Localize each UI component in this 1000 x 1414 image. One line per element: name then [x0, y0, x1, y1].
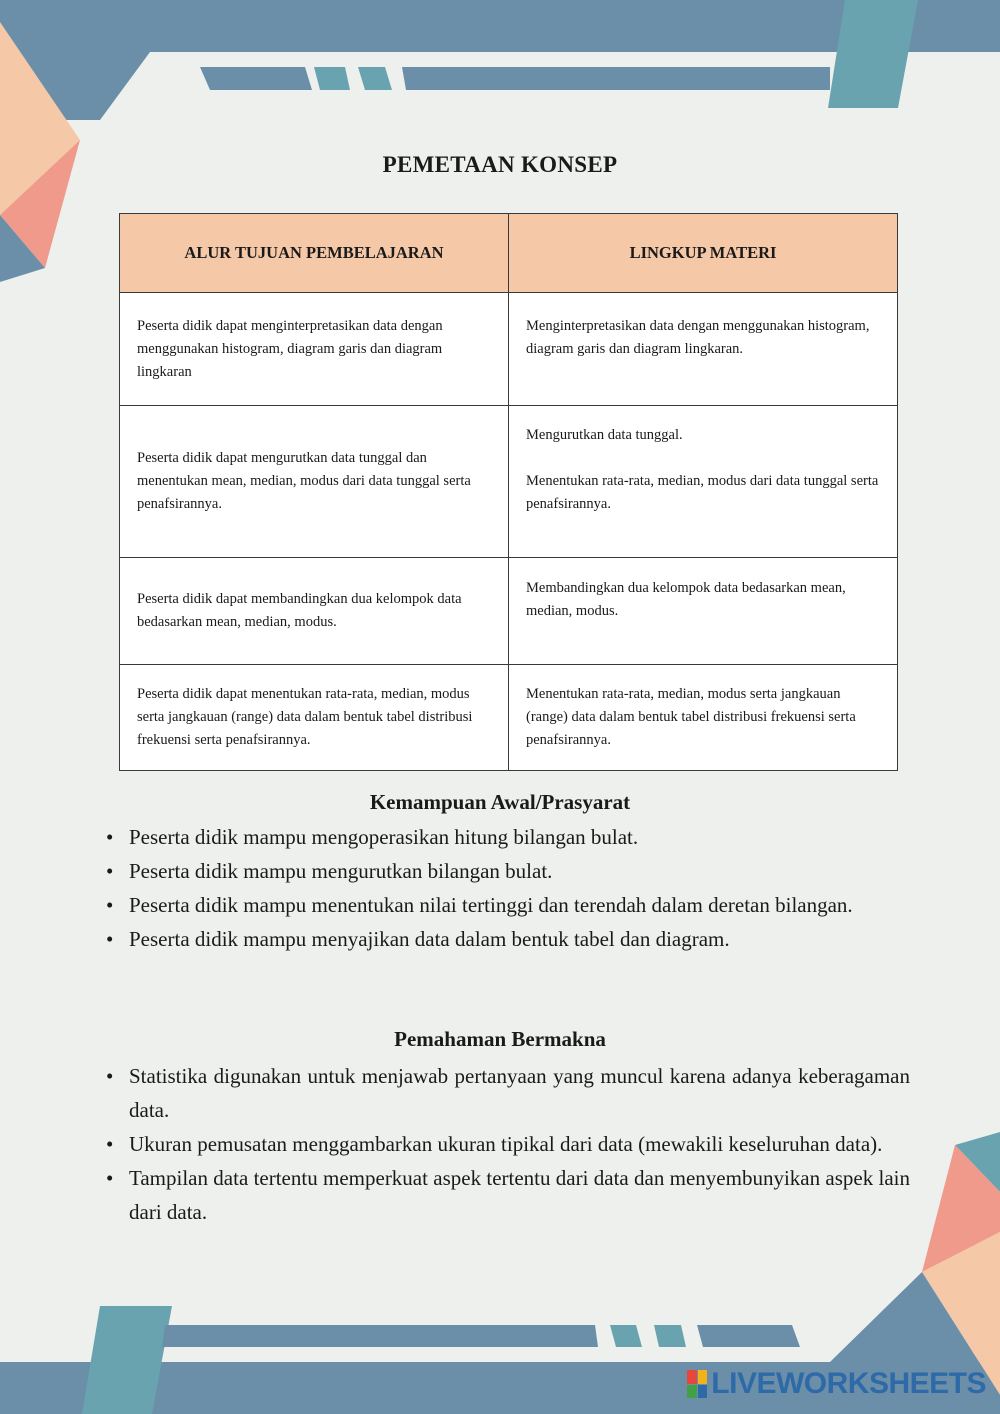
list-item: • Ukuran pemusatan menggambarkan ukuran tipikal dari data (mewakili keseluruhan data).: [105, 1127, 910, 1161]
table-row: [120, 665, 898, 771]
list-item: • Peserta didik mampu mengurutkan bilangan bulat.: [105, 854, 910, 888]
table-row: [120, 293, 898, 406]
list-item: • Peserta didik mampu mengoperasikan hitung bilangan bulat.: [105, 820, 910, 854]
table-row: [120, 406, 898, 558]
page-title: PEMETAAN KONSEP: [382, 152, 618, 177]
table-cell: [509, 558, 898, 665]
cell-text: Menginterpretasikan data dengan menggunakan histogram, diagram garis dan diagram lingkaran.: [526, 318, 870, 357]
table-cell: [509, 665, 898, 771]
top-stripe-b: [314, 67, 350, 90]
list-item: • Peserta didik mampu menentukan nilai tertinggi dan terendah dalam deretan bilangan.: [105, 888, 910, 922]
bottom-stripe-c: [654, 1325, 686, 1347]
prerequisites-list: [105, 820, 910, 956]
top-stripe-c: [358, 67, 392, 90]
table-cell: [120, 293, 509, 406]
table-cell: [509, 293, 898, 406]
cell-text: Membandingkan dua kelompok data bedasarkan mean, median, modus.: [526, 580, 846, 619]
concept-map-table: [119, 213, 898, 771]
cell-text: Mengurutkan data tunggal. Menentukan rata-rata, median, modus dari data tunggal serta penafsirannya.: [526, 427, 879, 512]
cell-text: Peserta didik dapat menginterpretasikan data dengan menggunakan histogram, diagram garis dan diagram lingkaran: [137, 317, 443, 380]
bottom-stripe-b: [610, 1325, 642, 1347]
bottom-stripe-d: [697, 1325, 800, 1347]
table-cell: [120, 558, 509, 665]
top-stripe-a: [200, 67, 312, 90]
prerequisites-title: Kemampuan Awal/Prasyarat: [369, 790, 631, 814]
table-row: [120, 558, 898, 665]
logo-text: LIVEWORKSHEETS: [711, 1367, 986, 1400]
cell-text: Peserta didik dapat menentukan rata-rata, median, modus serta jangkauan (range) data dalam bentuk tabel distribusi frekuensi serta penafsirannya.: [137, 686, 473, 748]
top-stripe-d: [402, 67, 830, 90]
cell-text: Peserta didik dapat mengurutkan data tunggal dan menentukan mean, median, modus dari data tunggal serta penafsirannya.: [137, 450, 471, 512]
list-item: • Statistika digunakan untuk menjawab pertanyaan yang muncul karena adanya keberagaman data.: [105, 1059, 910, 1127]
cell-text: Menentukan rata-rata, median, modus serta jangkauan (range) data dalam bentuk tabel distribusi frekuensi serta penafsirannya.: [526, 686, 856, 748]
table-cell: [120, 406, 509, 558]
table-cell: [120, 665, 509, 771]
table-header-row: [120, 214, 898, 293]
table-cell: [509, 406, 898, 558]
list-item: • Tampilan data tertentu memperkuat aspek tertentu dari data dan menyembunyikan aspek lain dari data.: [105, 1161, 910, 1229]
understanding-title: Pemahaman Bermakna: [394, 1027, 606, 1051]
column-header-learning-objectives: ALUR TUJUAN PEMBELAJARAN: [120, 214, 509, 293]
cell-text: Peserta didik dapat membandingkan dua kelompok data bedasarkan mean, median, modus.: [137, 591, 462, 630]
liveworksheets-logo[interactable]: [687, 1364, 986, 1404]
bottom-stripe-a: [162, 1325, 598, 1347]
understanding-list: [105, 1059, 910, 1229]
list-item: • Peserta didik mampu menyajikan data dalam bentuk tabel dan diagram.: [105, 922, 910, 956]
liveworksheets-logo-icon: [687, 1370, 707, 1398]
column-header-scope: LINGKUP MATERI: [509, 214, 898, 293]
